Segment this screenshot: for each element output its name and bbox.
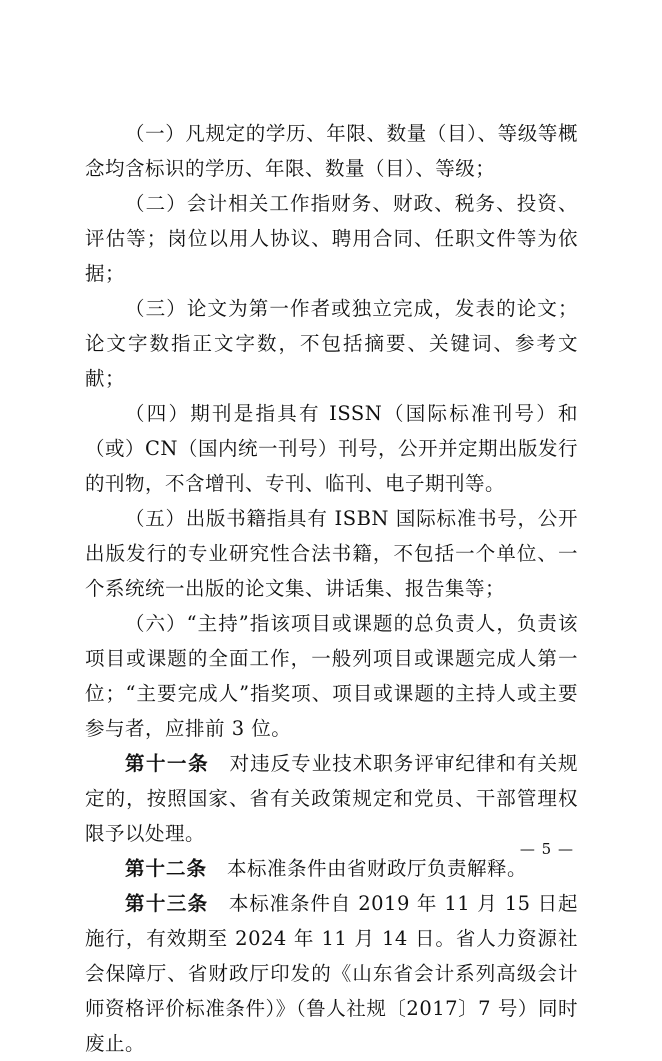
article-12 — [85, 851, 578, 886]
article-label: 第十一条 — [125, 752, 210, 775]
paragraph-text: （三）论文为第一作者或独立完成，发表的论文；论文字数指正文字数，不包括摘要、关键词、参考文献； — [85, 297, 578, 390]
document-body — [85, 116, 578, 1061]
paragraph-text: （二）会计相关工作指财务、财政、税务、投资、评估等；岗位以用人协议、聘用合同、任职文件等为依据； — [85, 192, 578, 285]
paragraph-item-4 — [85, 396, 578, 501]
paragraph-item-6 — [85, 606, 578, 746]
paragraph-text: （五）出版书籍指具有 ISBN 国际标准书号，公开出版发行的专业研究性合法书籍，不包括一个单位、一个系统统一出版的论文集、讲话集、报告集等； — [85, 507, 578, 600]
paragraph-item-5 — [85, 501, 578, 606]
article-13 — [85, 886, 578, 1061]
paragraph-text: （六）“主持”指该项目或课题的总负责人，负责该项目或课题的全面工作，一般列项目或课题完成人第一位；“主要完成人”指奖项、项目或课题的主持人或主要参与者，应排前 3 位。 — [85, 612, 578, 740]
paragraph-text: （四）期刊是指具有 ISSN（国际标准刊号）和（或）CN（国内统一刊号）刊号，公开并定期出版发行的刊物，不含增刊、专刊、临刊、电子期刊等。 — [85, 402, 578, 495]
page-number: — 5 — — [519, 840, 574, 858]
paragraph-item-1 — [85, 116, 578, 186]
paragraph-item-2 — [85, 186, 578, 291]
article-text: 本标准条件自 2019 年 11 月 15 日起施行，有效期至 2024 年 11 月 14 日。省人力资源社会保障厅、省财政厅印发的《山东省会计系列高级会计师资格评价标准条件）》（鲁人社规〔2017〕7 号）同时废止。 — [85, 892, 578, 1055]
article-text: 本标准条件由省财政厅负责解释。 — [207, 857, 528, 880]
article-11 — [85, 746, 578, 851]
paragraph-text: （一）凡规定的学历、年限、数量（目）、等级等概念均含标识的学历、年限、数量（目）、等级； — [85, 122, 578, 180]
paragraph-item-3 — [85, 291, 578, 396]
article-label: 第十三条 — [125, 892, 209, 915]
article-label: 第十二条 — [125, 857, 208, 880]
article-text: 对违反专业技术职务评审纪律和有关规定的，按照国家、省有关政策规定和党员、干部管理权限予以处理。 — [85, 752, 578, 845]
